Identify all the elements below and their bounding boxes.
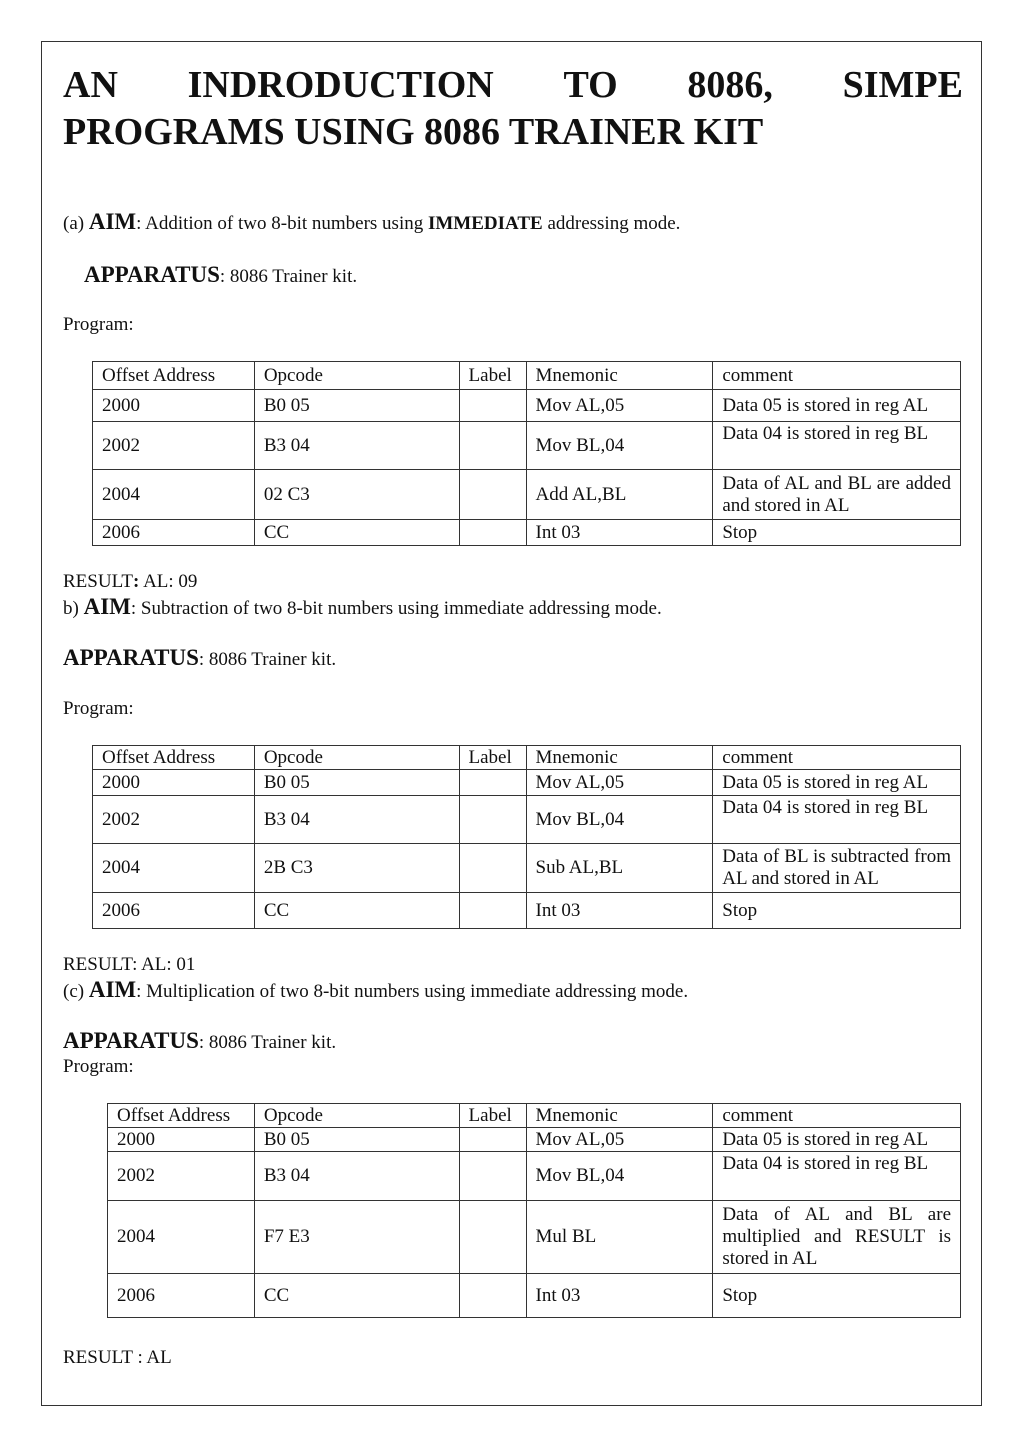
aim-text: : Addition of two 8-bit numbers using <box>136 213 428 234</box>
cell-opcode: B0 05 <box>254 770 459 796</box>
cell-label <box>459 520 526 546</box>
program-label-c: Program: <box>63 1056 134 1077</box>
apparatus-label: APPARATUS <box>63 1028 199 1053</box>
cell-opcode: CC <box>254 893 459 929</box>
header-cell: Offset Address <box>108 1104 255 1128</box>
aim-text: : Multiplication of two 8-bit numbers using immediate addressing mode. <box>136 981 689 1002</box>
cell-address: 2004 <box>93 844 255 893</box>
title-word: TO <box>563 64 618 106</box>
apparatus-label: APPARATUS <box>63 645 199 670</box>
cell-comment: Data of AL and BL are multiplied and RESULT is stored in AL <box>713 1201 961 1274</box>
aim-text: : Subtraction of two 8-bit numbers using immediate addressing mode. <box>130 598 662 619</box>
program-table-a <box>92 361 961 546</box>
cell-address: 2004 <box>93 470 255 520</box>
cell-comment: Stop <box>713 520 961 546</box>
cell-mnemonic: Int 03 <box>526 1274 713 1318</box>
cell-mnemonic: Add AL,BL <box>526 470 713 520</box>
apparatus-b <box>63 647 336 671</box>
cell-address: 2000 <box>93 770 255 796</box>
apparatus-text: : 8086 Trainer kit. <box>198 649 337 670</box>
apparatus-a <box>84 264 357 288</box>
title-word: INDRODUCTION <box>187 64 494 106</box>
table-row <box>93 844 961 893</box>
table-row <box>93 422 961 470</box>
title-word: SIMPE <box>842 64 963 106</box>
cell-mnemonic: Int 03 <box>526 520 713 546</box>
cell-comment: Data of AL and BL are added and stored in AL <box>713 470 961 520</box>
cell-label <box>459 796 526 844</box>
cell-comment: Data of BL is subtracted from AL and stored in AL <box>713 844 961 893</box>
apparatus-c <box>63 1030 336 1054</box>
program-table-b <box>92 745 961 929</box>
cell-label <box>459 470 526 520</box>
result-separator: : <box>133 571 140 592</box>
cell-mnemonic: Mov AL,05 <box>526 390 713 422</box>
cell-address: 2002 <box>108 1152 255 1201</box>
cell-opcode: B0 05 <box>254 1128 459 1152</box>
header-cell: comment <box>713 746 961 770</box>
cell-opcode: B3 04 <box>254 422 459 470</box>
table-row <box>108 1274 961 1318</box>
cell-address: 2000 <box>93 390 255 422</box>
cell-comment: Data 04 is stored in reg BL <box>713 422 961 470</box>
aim-b <box>63 596 662 620</box>
result-a <box>63 571 197 593</box>
cell-comment: Data 05 is stored in reg AL <box>713 770 961 796</box>
cell-label <box>459 770 526 796</box>
cell-opcode: CC <box>254 520 459 546</box>
cell-opcode: 2B C3 <box>254 844 459 893</box>
apparatus-text: : 8086 Trainer kit. <box>219 266 358 287</box>
table-row <box>108 1201 961 1274</box>
header-cell: Mnemonic <box>526 746 713 770</box>
aim-prefix: b) <box>63 598 84 619</box>
table-row <box>93 770 961 796</box>
table-row <box>93 390 961 422</box>
cell-opcode: B3 04 <box>254 1152 459 1201</box>
cell-mnemonic: Int 03 <box>526 893 713 929</box>
header-cell: Opcode <box>254 362 459 390</box>
aim-prefix: (c) <box>63 981 89 1002</box>
header-cell: Offset Address <box>93 746 255 770</box>
aim-label: AIM <box>83 594 131 619</box>
aim-bold-text: IMMEDIATE <box>427 213 543 234</box>
header-cell: Offset Address <box>93 362 255 390</box>
program-table-c <box>107 1103 961 1318</box>
cell-comment: Stop <box>713 893 961 929</box>
header-cell: Mnemonic <box>526 1104 713 1128</box>
header-cell: Mnemonic <box>526 362 713 390</box>
cell-comment: Data 05 is stored in reg AL <box>713 1128 961 1152</box>
cell-opcode: F7 E3 <box>254 1201 459 1274</box>
result-label: RESULT <box>63 571 134 592</box>
cell-opcode: B3 04 <box>254 796 459 844</box>
aim-label: AIM <box>88 209 137 234</box>
cell-comment: Data 04 is stored in reg BL <box>713 796 961 844</box>
cell-label <box>459 1152 526 1201</box>
cell-label <box>459 844 526 893</box>
title-line-2: PROGRAMS USING 8086 TRAINER KIT <box>63 111 764 153</box>
cell-address: 2004 <box>108 1201 255 1274</box>
cell-comment: Data 04 is stored in reg BL <box>713 1152 961 1201</box>
cell-label <box>459 422 526 470</box>
table-row <box>93 893 961 929</box>
title-line-1 <box>63 62 963 109</box>
cell-address: 2002 <box>93 796 255 844</box>
page-title <box>63 62 963 156</box>
cell-address: 2006 <box>108 1274 255 1318</box>
cell-comment: Stop <box>713 1274 961 1318</box>
cell-mnemonic: Mul BL <box>526 1201 713 1274</box>
program-label-b: Program: <box>63 698 134 719</box>
header-cell: comment <box>713 362 961 390</box>
cell-label <box>459 390 526 422</box>
aim-prefix: (a) <box>63 213 89 234</box>
apparatus-label: APPARATUS <box>84 262 220 287</box>
cell-mnemonic: Mov BL,04 <box>526 796 713 844</box>
result-c: RESULT : AL <box>63 1347 172 1368</box>
header-cell: comment <box>713 1104 961 1128</box>
cell-label <box>459 1128 526 1152</box>
aim-a <box>63 211 680 235</box>
cell-label <box>459 1201 526 1274</box>
table-row <box>108 1152 961 1201</box>
aim-text: addressing mode. <box>542 213 681 234</box>
table-row <box>93 520 961 546</box>
cell-mnemonic: Mov BL,04 <box>526 1152 713 1201</box>
cell-address: 2000 <box>108 1128 255 1152</box>
header-cell: Opcode <box>254 746 459 770</box>
result-b: RESULT: AL: 01 <box>63 954 196 975</box>
cell-address: 2002 <box>93 422 255 470</box>
cell-address: 2006 <box>93 893 255 929</box>
header-cell: Label <box>459 362 526 390</box>
title-word: 8086, <box>687 64 773 106</box>
header-cell: Label <box>459 746 526 770</box>
cell-opcode: 02 C3 <box>254 470 459 520</box>
program-label-a: Program: <box>63 314 134 335</box>
table-header-row <box>93 362 961 390</box>
cell-label <box>459 1274 526 1318</box>
cell-mnemonic: Mov BL,04 <box>526 422 713 470</box>
cell-mnemonic: Mov AL,05 <box>526 1128 713 1152</box>
title-word: AN <box>63 64 118 106</box>
cell-label <box>459 893 526 929</box>
cell-opcode: CC <box>254 1274 459 1318</box>
table-header-row <box>93 746 961 770</box>
table-row <box>108 1128 961 1152</box>
cell-mnemonic: Mov AL,05 <box>526 770 713 796</box>
aim-c <box>63 979 688 1003</box>
header-cell: Opcode <box>254 1104 459 1128</box>
header-cell: Label <box>459 1104 526 1128</box>
cell-mnemonic: Sub AL,BL <box>526 844 713 893</box>
cell-opcode: B0 05 <box>254 390 459 422</box>
table-row <box>93 796 961 844</box>
table-row <box>93 470 961 520</box>
apparatus-text: : 8086 Trainer kit. <box>198 1032 337 1053</box>
result-value: AL: 09 <box>139 571 198 592</box>
cell-comment: Data 05 is stored in reg AL <box>713 390 961 422</box>
cell-address: 2006 <box>93 520 255 546</box>
aim-label: AIM <box>88 977 137 1002</box>
table-header-row <box>108 1104 961 1128</box>
